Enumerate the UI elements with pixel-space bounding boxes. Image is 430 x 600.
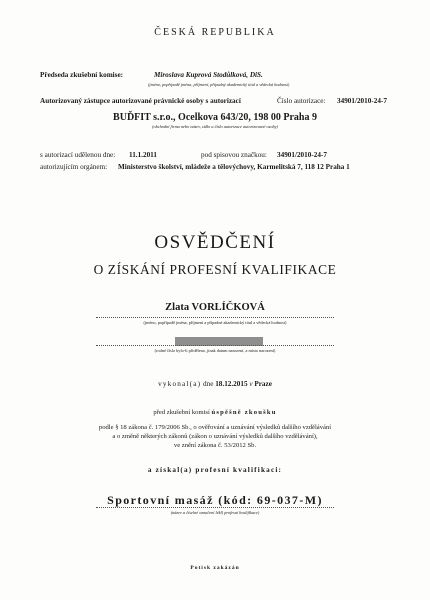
certificate-subtitle: O ZÍSKÁNÍ PROFESNÍ KVALIFIKACE [93,262,337,277]
exam-place-label: v [249,380,253,388]
holder-name [0,302,430,313]
exam-prefix: vykonal(a) [158,380,202,388]
authorization-number: 34901/2010-24-7 [337,97,387,105]
qualification-note: (název a číselné označení lékl) profesní kvalifikace) [170,510,260,515]
committee-chair-name: Miroslava Kuprová Stodůlková, DiS. [154,71,263,79]
exam-date: 18.12.2015 [215,380,248,388]
footer-print-note: Potisk zakázán [190,565,240,571]
holder-surname: VORLÍČKOVÁ [191,302,265,313]
law-line-2: a o změně některých zákonů (zákon o uznávání výsledků dalšího vzdělávání), [112,433,318,440]
holder-name-line [96,317,334,318]
before-committee-line [0,409,430,416]
law-line-1: podle § 18 zákona č. 179/2006 Sb., o ověřování a uznávání výsledků dalšího vzdělávání [98,424,332,431]
certificate-title: OSVĚDČENÍ [154,232,276,253]
holder-given-name: Zlata [165,302,192,313]
exam-place: Praze [254,380,272,388]
granted-date: 11.1.2011 [129,151,157,159]
acquired-qualification-label: a získal(a) profesní kvalifikaci: [147,466,283,474]
law-line-3: ve znění zákona č. 53/2012 Sb. [173,442,257,449]
qualification-name: Sportovní masáž (kód: 69-037-M) [107,493,323,507]
file-number: 34901/2010-24-7 [277,151,327,159]
exam-line [0,380,430,388]
granted-label: s autorizací udělenou dne: [40,151,116,159]
company-note: (obchodní firma nebo název, sídlo a číslo autorizace autorizované osoby) [152,124,278,129]
exam-date-label: dne [203,380,214,388]
authorization-number-label: Číslo autorizace: [277,97,326,105]
committee-chair-note: (jméno, popřípadě jména, příjmení, případný akademický titul a vědecká hodnost) [148,82,290,87]
qualification-line [96,507,334,508]
company-name: BUĎFIT s.r.o., Ocelkova 643/20, 198 00 Praha 9 [113,112,317,123]
committee-chair-label: Předseda zkušební komise: [40,71,124,79]
authority-name: Ministerstvo školství, mládeže a tělovýchovy, Karmelitská 7, 118 12 Praha 1 [118,163,350,171]
file-number-label: pod spisovou značkou: [201,151,267,159]
authorized-representative-text: Autorizovaný zástupce autorizované právnické osoby s autorizací [40,97,241,105]
birth-number-note: (rodné číslo bylo-li přiděleno, jinak datum narození, a místo narození) [154,348,276,353]
exam-success: úspěšně zkoušku [211,409,277,416]
birth-number-line [96,345,334,346]
authority-label: autorizujícím orgánem: [40,163,108,171]
country-header: ČESKÁ REPUBLIKA [154,27,276,38]
before-committee-prefix: před zkušební komisí [153,409,210,416]
holder-name-note: (jméno, popřípadě jména, příjmení a případné akademický titul a vědecká hodnost) [143,320,287,325]
